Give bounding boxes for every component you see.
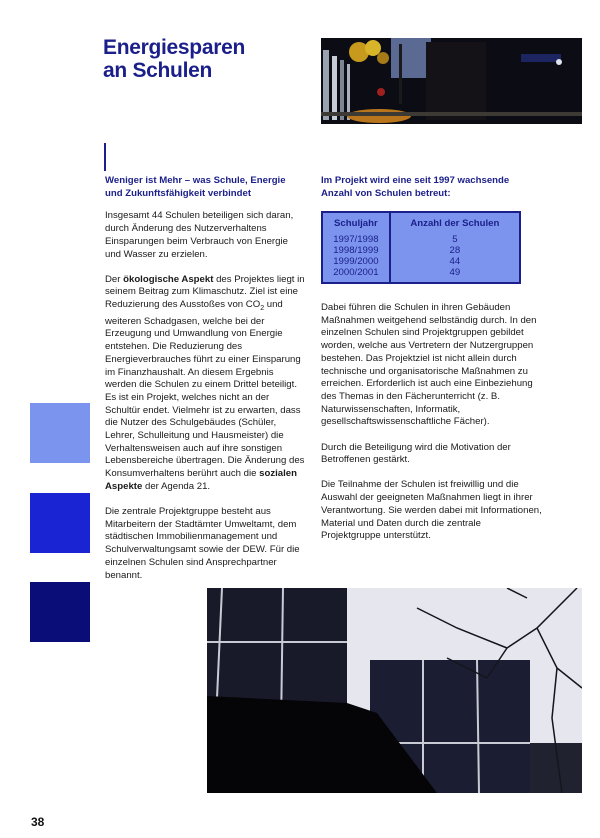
cell-year: 1998/1999 [333,245,379,256]
emphasis-oekologischer-aspekt: ökologische Aspekt [123,273,214,285]
accent-bar [104,143,106,171]
school-street-photo [321,38,582,124]
cell-count: 49 [390,267,520,283]
table-row [322,267,520,283]
solar-panels-photo [207,588,582,793]
header-anzahl: Anzahl der Schulen [390,212,520,234]
right-column [321,175,541,210]
color-swatch-light-blue [30,403,90,463]
header-schuljahr: Schuljahr [334,218,378,229]
cell-year: 2000/2001 [333,267,379,278]
page-number: 38 [31,815,45,829]
emphasis-soziale-aspekte: sozialen Aspekte [105,468,297,492]
color-swatch-blue [30,493,90,553]
cell-count: 5 [390,234,520,245]
left-subheading: Weniger ist Mehr – was Schule, Energie und Zukunftsfähigkeit verbindet [105,175,286,199]
solar-panels-photo-graphic [207,588,582,793]
right-paragraph-3: Die Teilnahme der Schulen ist freiwillig und die Auswahl der geeigneten Maßnahmen liegt in ihrer Verantwortung. Sie werden dabei mit Informationen, Material und Daten durch die zentrale Projektgruppe unterstützt. [321,479,542,542]
text-run: des Projektes liegt in seinem Beitrag zum Klimaschutz. Ziel ist eine Reduzierung des Ausstoßes von CO [105,273,305,311]
cell-year: 1997/1998 [333,234,379,245]
right-paragraph-1: Dabei führen die Schulen in ihren Gebäuden Maßnahmen weitgehend selbständig durch. In den einzelnen Schulen sind Projektgruppen gebildet worden, welche aus Vertretern der Nutzergruppen bestehen. Das Projektziel ist nicht allein durch technische und organisatorische Maßnahmen zu erreichen. Erforderlich ist auch eine Einbeziehung des Themas in den Fächerunterricht (z. B. Naturwissenschaften, Informatik, gesellschaftswissenschaftliche Fächer). [321,302,537,428]
table-row [322,245,520,256]
left-paragraph-2 [105,274,305,494]
schools-table [321,211,521,284]
table-row [322,256,520,267]
left-paragraph-1: Insgesamt 44 Schulen beteiligen sich daran, durch Änderung des Nutzerverhaltens Einsparungen beim Verbrauch von Energie und Wasser zu erzielen. [105,210,294,260]
color-swatch-dark-blue [30,582,90,642]
school-street-photo-graphic [321,38,582,124]
table-header-row [322,212,520,234]
right-subheading: Im Projekt wird eine seit 1997 wachsende Anzahl von Schulen betreut: [321,175,510,199]
text-run: der Agenda 21. [142,480,211,492]
title-line-2: an Schulen [103,59,213,82]
page-title [103,36,245,82]
cell-count: 28 [390,245,520,256]
left-paragraph-3: Die zentrale Projektgruppe besteht aus Mitarbeitern der Stadtämter Umweltamt, dem städtischen Immobilienmanagement und Schulverwaltungsamt sowie der DEW. Für die einzelnen Schulen sind Ansprechpartner benannt. [105,506,300,581]
right-paragraph-2: Durch die Beteiligung wird die Motivation der Betroffenen gestärkt. [321,441,511,466]
table-row [322,234,520,245]
left-column [105,175,305,595]
cell-year: 1999/2000 [333,256,379,267]
text-run: und weiteren Schadgasen, welche bei der Erzeugung und Umwandlung von Energie entstehen. Die Reduzierung des Energieverbrauches führt zu einer Einsparung im Finanzhaushalt. An diesem Ergebnis werden die Schulen zu einem Drittel beteiligt. Es ist ein Projekt, welches nicht an der Schultür endet. Vielmehr ist zu erwarten, dass die Nutzer des Schulgebäudes (Schüler, Lehrer, Schulleitung und Hausmeister) die Verhaltensweisen auch auf ihre sonstigen Lebensbereiche übertragen. Die Änderung des Konsumverhaltens berührt auch die [105,299,305,480]
text-run: Der [105,273,124,285]
right-column-body [321,302,543,555]
subscript-2: 2 [260,305,265,313]
title-line-1: Energiesparen [103,36,245,59]
cell-count: 44 [390,256,520,267]
